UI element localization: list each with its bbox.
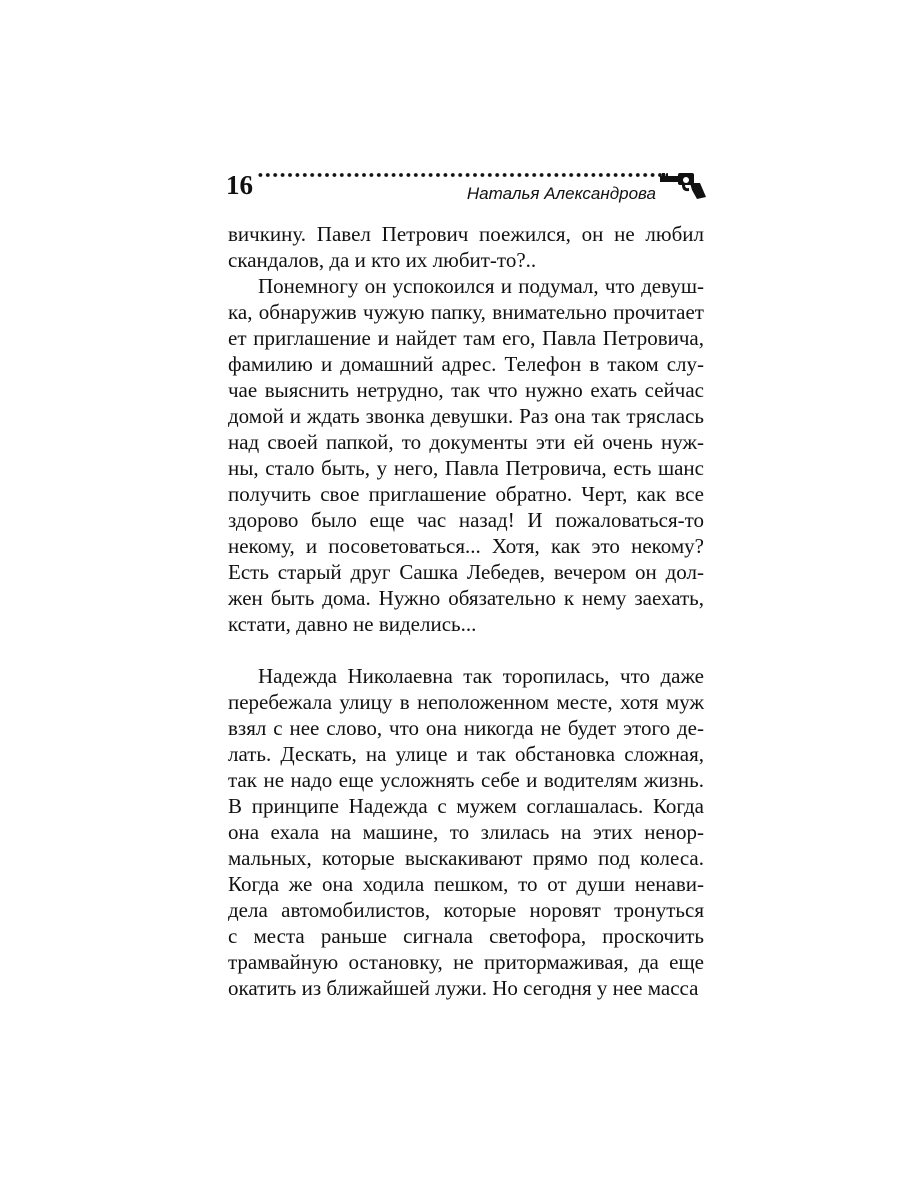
text-line: лать. Дескать, на улице и так обстановка сложная,: [228, 742, 704, 766]
text-line: Есть старый друг Сашка Лебедев, вечером он дол-: [228, 560, 704, 584]
text-line: кстати, давно не виделись...: [228, 612, 477, 636]
book-page-text: [228, 221, 704, 1001]
text-line: так не надо еще усложнять себе и водителям жизнь.: [228, 768, 704, 792]
page-header: [226, 168, 706, 208]
text-line: В принципе Надежда с мужем соглашалась. Когда: [228, 794, 704, 818]
text-line: трамвайную остановку, не притормаживая, да еще: [228, 950, 704, 974]
text-line: скандалов, да и кто их любит-то?..: [228, 248, 537, 272]
text-line: некому, и посоветоваться... Хотя, как это некому?: [228, 534, 704, 558]
section-break: [228, 637, 704, 663]
header-leader-dots: [258, 172, 668, 178]
text-line: фамилию и домашний адрес. Телефон в таком слу-: [228, 352, 704, 376]
text-line: с места раньше сигнала светофора, проскочить: [228, 924, 704, 948]
paragraph: [228, 273, 704, 637]
text-line: жен быть дома. Нужно обязательно к нему заехать,: [228, 586, 704, 610]
paragraph: [228, 221, 704, 273]
text-line: перебежала улицу в неположенном месте, хотя муж: [228, 690, 704, 714]
text-line: взял с нее слово, что она никогда не будет этого де-: [228, 716, 704, 740]
text-line: дела автомобилистов, которые норовят тронуться: [228, 898, 704, 922]
text-line: ны, стало быть, у него, Павла Петровича, есть шанс: [228, 456, 704, 480]
page-number: 16: [226, 170, 253, 200]
paragraph: [228, 663, 704, 1001]
running-title-author: Наталья Александрова: [466, 184, 656, 203]
text-line: здорово было еще час назад! И пожаловаться-то: [228, 508, 704, 532]
text-line: вичкину. Павел Петрович поежился, он не любил: [228, 222, 704, 246]
text-line: ка, обнаружив чужую папку, внимательно прочитает: [228, 300, 704, 324]
text-line: получить свое приглашение обратно. Черт, как все: [228, 482, 704, 506]
text-line: ет приглашение и найдет там его, Павла Петровича,: [228, 326, 704, 350]
text-line: домой и ждать звонка девушки. Раз она так тряслась: [228, 404, 704, 428]
text-line: она ехала на машине, то злилась на этих ненор-: [228, 820, 704, 844]
text-line: Понемногу он успокоился и подумал, что девуш-: [258, 274, 704, 298]
text-line: Надежда Николаевна так торопилась, что даже: [258, 664, 704, 688]
text-line: над своей папкой, то документы эти ей очень нуж-: [228, 430, 704, 454]
text-line: Когда же она ходила пешком, то от души ненави-: [228, 872, 704, 896]
text-line: чае выяснить нетрудно, так что нужно ехать сейчас: [228, 378, 704, 402]
revolver-icon: [660, 170, 706, 200]
text-line: мальных, которые выскакивают прямо под колеса.: [228, 846, 704, 870]
text-line: окатить из ближайшей лужи. Но сегодня у нее масса: [228, 976, 699, 1000]
